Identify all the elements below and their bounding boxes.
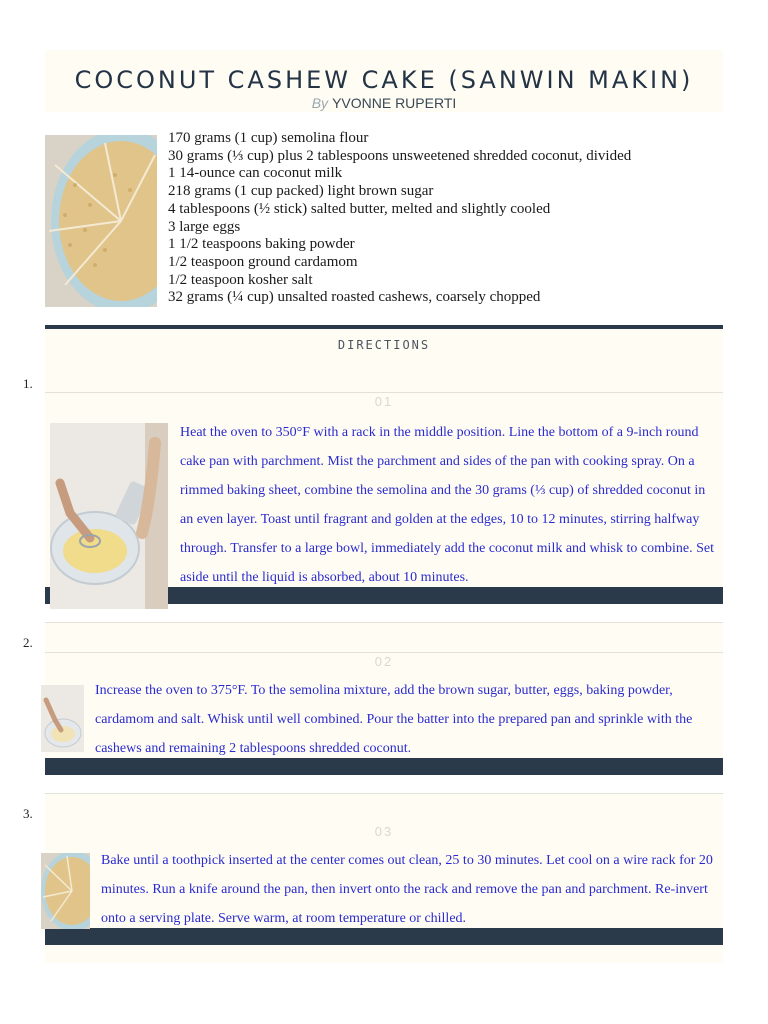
whisking-photo: [41, 685, 84, 752]
step-divider: [45, 622, 723, 623]
step-text: Bake until a toothpick inserted at the center comes out clean, 25 to 30 minutes. Let cool on a wire rack for 20 minutes. Run a knife around the pan, then invert onto the rack and remove the pan and parchment. Re-invert onto a serving plate. Serve warm, at room temperature or chilled.: [101, 853, 713, 926]
ingredient-item: 1 1/2 teaspoons baking powder: [168, 236, 355, 253]
step-marker: 3.: [23, 806, 33, 821]
ingredient-list: [168, 130, 631, 307]
mixing-bowl-photo: [50, 423, 168, 609]
byline-prefix: By: [311, 95, 329, 111]
step-index: 03: [374, 824, 394, 839]
author-name: YVONNE RUPERTI: [332, 95, 457, 111]
step-text: Increase the oven to 375°F. To the semolina mixture, add the brown sugar, butter, eggs, baking powder, cardamom and salt. Whisk until well combined. Pour the batter into the prepared pan and sprinkle with the cashews and remaining 2 tablespoons shredded coconut.: [95, 683, 693, 756]
step-index: 02: [374, 654, 394, 669]
step-divider: [45, 652, 723, 653]
recipe-header: [45, 50, 723, 112]
ingredients-section: [45, 130, 723, 310]
step-text: Heat the oven to 350°F with a rack in the middle position. Line the bottom of a 9-inch round cake pan with parchment. Mist the parchment and sides of the pan with cooking spray. On a rimmed baking sheet, combine the semolina and the 30 grams (⅓ cup) of shredded coconut in an even layer. Toast until fragrant and golden at the edges, 10 to 12 minutes, stirring halfway through. Transfer to a large bowl, immediately add the coconut milk and whisk to combine. Set aside until the liquid is absorbed, about 10 minutes.: [180, 425, 714, 585]
ingredient-item: 170 grams (1 cup) semolina flour: [168, 130, 369, 146]
ingredient-item: 30 grams (⅓ cup) plus 2 tablespoons unsweetened shredded coconut, divided: [168, 147, 632, 164]
ingredient-item: 3 large eggs: [168, 218, 241, 235]
step-marker: 1.: [23, 376, 33, 391]
ingredient-item: 32 grams (¼ cup) unsalted roasted cashews, coarsely chopped: [168, 289, 541, 306]
ingredient-item: 1/2 teaspoon ground cardamom: [168, 253, 358, 270]
cake-photo: [45, 135, 157, 307]
step-divider: [45, 392, 723, 393]
step-index: 01: [374, 394, 394, 409]
ingredient-item: 4 tablespoons (½ stick) salted butter, melted and slightly cooled: [168, 200, 551, 217]
recipe-title: COCONUT CASHEW CAKE (SANWIN MAKIN): [74, 66, 694, 94]
byline: [45, 94, 723, 112]
directions-label: DIRECTIONS: [337, 338, 431, 352]
finished-cake-photo: [41, 853, 90, 929]
step-divider: [45, 793, 723, 794]
ingredient-item: 1/2 teaspoon kosher salt: [168, 271, 313, 288]
directions-header: [45, 329, 723, 365]
ingredient-item: 218 grams (1 cup packed) light brown sugar: [168, 183, 434, 200]
ingredient-item: 1 14-ounce can coconut milk: [168, 165, 343, 182]
step-marker: 2.: [23, 635, 33, 650]
